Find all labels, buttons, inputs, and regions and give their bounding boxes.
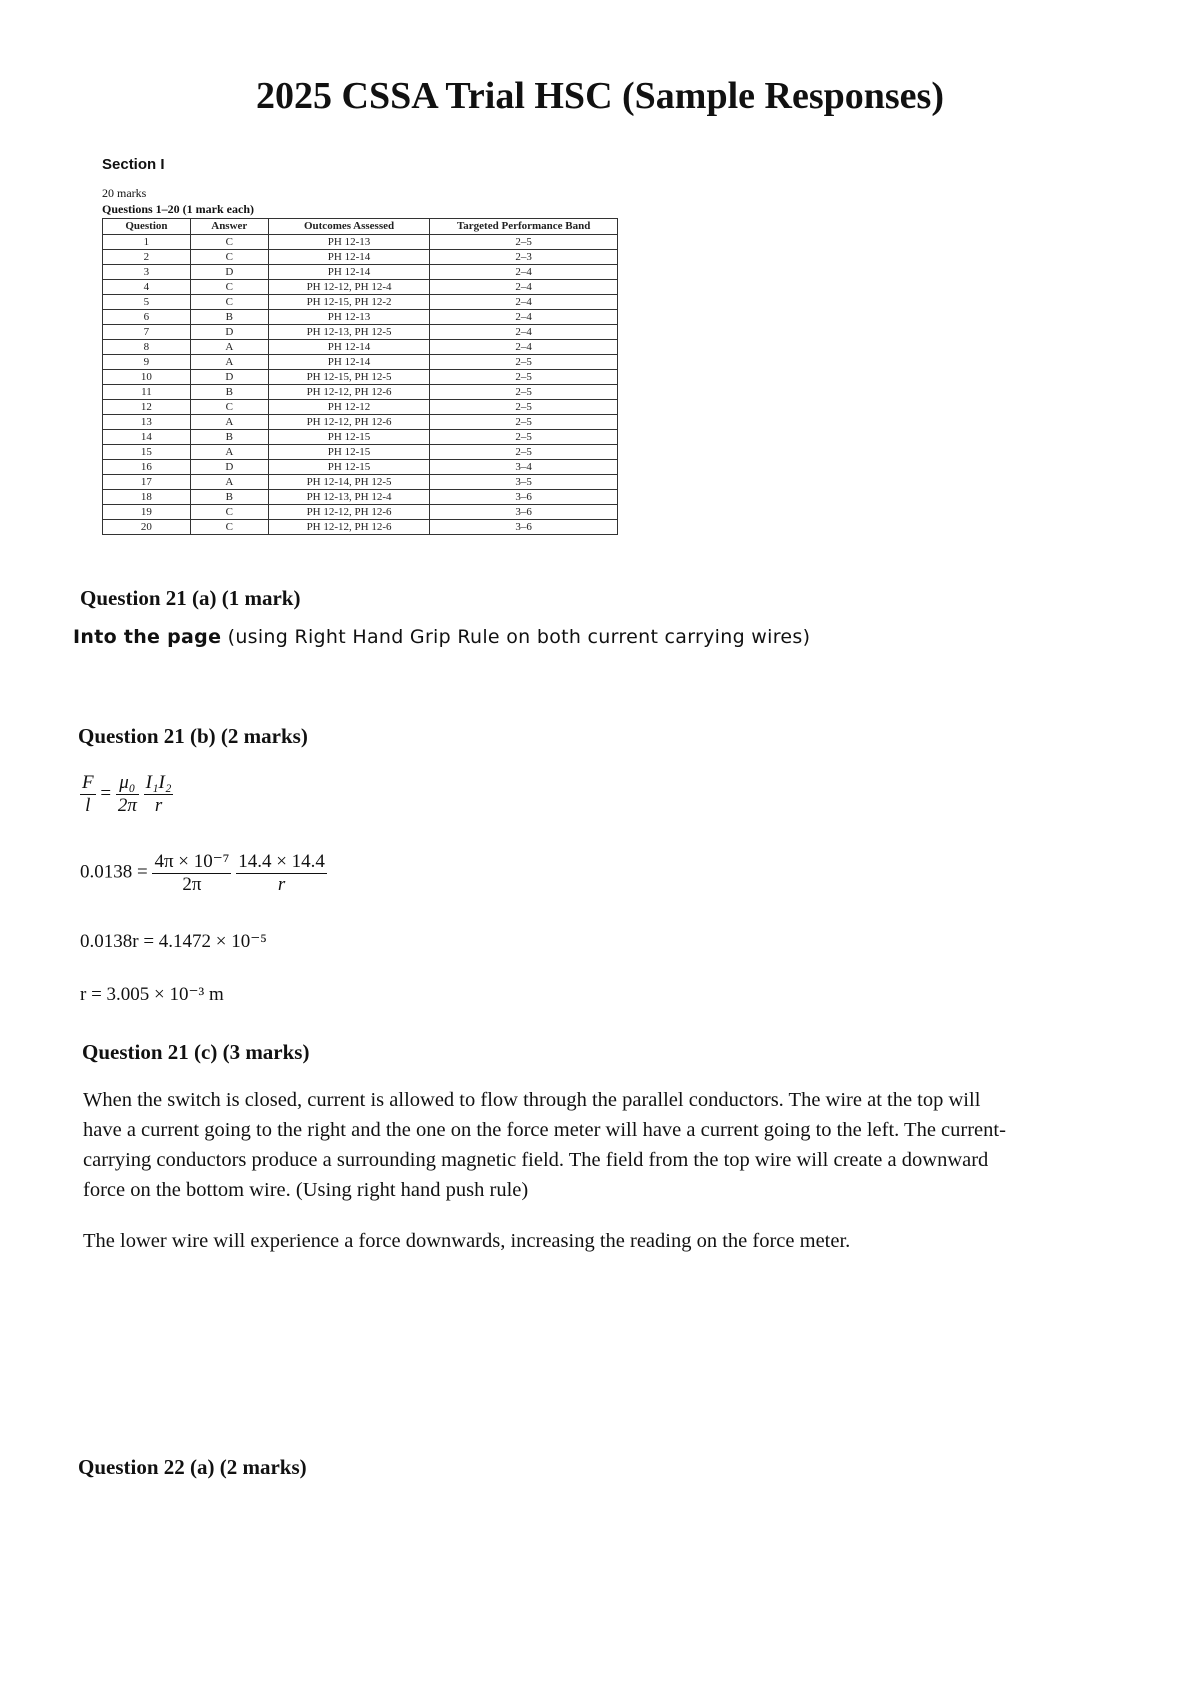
table-cell: 2–4 bbox=[430, 295, 618, 310]
table-cell: D bbox=[190, 265, 268, 280]
table-cell: C bbox=[190, 505, 268, 520]
table-cell: D bbox=[190, 325, 268, 340]
table-cell: 2–3 bbox=[430, 250, 618, 265]
table-row bbox=[103, 385, 618, 400]
table-row bbox=[103, 355, 618, 370]
table-cell: 2–5 bbox=[430, 370, 618, 385]
eq2-den1: 2π bbox=[182, 874, 202, 895]
table-cell: 2–5 bbox=[430, 400, 618, 415]
table-cell: 19 bbox=[103, 505, 191, 520]
table-row bbox=[103, 445, 618, 460]
table-row bbox=[103, 265, 618, 280]
table-cell: PH 12-12, PH 12-6 bbox=[268, 415, 430, 430]
table-cell: B bbox=[190, 310, 268, 325]
table-cell: 3–4 bbox=[430, 460, 618, 475]
equation-substitution bbox=[80, 850, 327, 896]
table-cell: 9 bbox=[103, 355, 191, 370]
table-cell: 18 bbox=[103, 490, 191, 505]
table-row bbox=[103, 295, 618, 310]
table-cell: PH 12-14 bbox=[268, 355, 430, 370]
table-cell: PH 12-13, PH 12-4 bbox=[268, 490, 430, 505]
table-cell: 2–4 bbox=[430, 310, 618, 325]
table-cell: 2 bbox=[103, 250, 191, 265]
table-cell: PH 12-13 bbox=[268, 235, 430, 250]
table-cell: PH 12-12, PH 12-6 bbox=[268, 520, 430, 535]
table-cell: PH 12-15, PH 12-2 bbox=[268, 295, 430, 310]
table-cell: 8 bbox=[103, 340, 191, 355]
table-row bbox=[103, 280, 618, 295]
answer-keyword: Into the page bbox=[73, 626, 222, 648]
equation-result: r = 3.005 × 10⁻³ m bbox=[80, 984, 224, 1005]
eq2-num1: 4π × 10⁻⁷ bbox=[154, 851, 230, 872]
table-cell: 6 bbox=[103, 310, 191, 325]
eq2-den2: r bbox=[277, 873, 286, 895]
table-cell: C bbox=[190, 400, 268, 415]
table-cell: 2–4 bbox=[430, 280, 618, 295]
table-row bbox=[103, 250, 618, 265]
table-cell: 3–5 bbox=[430, 475, 618, 490]
table-row bbox=[103, 325, 618, 340]
table-cell: 2–5 bbox=[430, 415, 618, 430]
table-cell: D bbox=[190, 460, 268, 475]
table-cell: 5 bbox=[103, 295, 191, 310]
table-cell: B bbox=[190, 385, 268, 400]
table-row bbox=[103, 235, 618, 250]
table-cell: PH 12-12 bbox=[268, 400, 430, 415]
table-cell: C bbox=[190, 295, 268, 310]
table-cell: PH 12-15 bbox=[268, 460, 430, 475]
question-21c-paragraph-2: The lower wire will experience a force downwards, increasing the reading on the force meter. bbox=[83, 1230, 851, 1252]
eq2-num2: 14.4 × 14.4 bbox=[238, 850, 325, 872]
table-row bbox=[103, 415, 618, 430]
table-cell: 20 bbox=[103, 520, 191, 535]
table-cell: PH 12-14, PH 12-5 bbox=[268, 475, 430, 490]
table-cell: A bbox=[190, 475, 268, 490]
table-row bbox=[103, 310, 618, 325]
page-title: 2025 CSSA Trial HSC (Sample Responses) bbox=[256, 75, 944, 117]
table-row bbox=[103, 370, 618, 385]
table-cell: 14 bbox=[103, 430, 191, 445]
table-cell: PH 12-15 bbox=[268, 445, 430, 460]
column-header: Answer bbox=[190, 219, 268, 235]
table-cell: PH 12-14 bbox=[268, 340, 430, 355]
eq1-rhs-num: I₁I₂ bbox=[145, 772, 172, 793]
table-cell: C bbox=[190, 280, 268, 295]
table-cell: 2–4 bbox=[430, 325, 618, 340]
table-cell: D bbox=[190, 370, 268, 385]
question-21c-paragraph-1: When the switch is closed, current is allowed to flow through the parallel conductors. The wire at the top will have a current going to the right and the one on the force meter will have a current going to the left. The current-carrying conductors produce a surrounding magnetic field. The field from the top wire will create a downward force on the bottom wire. (Using right hand push rule) bbox=[83, 1089, 1006, 1201]
table-cell: 7 bbox=[103, 325, 191, 340]
table-cell: 3–6 bbox=[430, 520, 618, 535]
table-cell: C bbox=[190, 250, 268, 265]
eq1-lhs-den: l bbox=[85, 795, 91, 816]
table-cell: A bbox=[190, 340, 268, 355]
table-cell: 3 bbox=[103, 265, 191, 280]
section-marks: 20 marks bbox=[102, 186, 147, 200]
table-header-row bbox=[103, 219, 618, 235]
section-questions: Questions 1–20 (1 mark each) bbox=[102, 202, 254, 216]
eq1-rhs-den: r bbox=[154, 795, 163, 816]
table-row bbox=[103, 430, 618, 445]
table-cell: 11 bbox=[103, 385, 191, 400]
eq1-mid-num: μ₀ bbox=[116, 772, 139, 795]
table-cell: 2–4 bbox=[430, 340, 618, 355]
table-cell: 2–5 bbox=[430, 445, 618, 460]
question-21a-answer bbox=[73, 626, 810, 648]
table-cell: A bbox=[190, 445, 268, 460]
table-cell: PH 12-15, PH 12-5 bbox=[268, 370, 430, 385]
table-cell: C bbox=[190, 520, 268, 535]
table-cell: PH 12-13, PH 12-5 bbox=[268, 325, 430, 340]
table-cell: 4 bbox=[103, 280, 191, 295]
table-row bbox=[103, 460, 618, 475]
eq1-lhs-num: F bbox=[82, 772, 94, 793]
table-cell: 2–5 bbox=[430, 385, 618, 400]
column-header: Outcomes Assessed bbox=[268, 219, 430, 235]
table-cell: PH 12-12, PH 12-6 bbox=[268, 505, 430, 520]
section-heading: Section I bbox=[102, 156, 165, 173]
column-header: Targeted Performance Band bbox=[430, 219, 618, 235]
table-cell: 1 bbox=[103, 235, 191, 250]
question-21b-heading: Question 21 (b) (2 marks) bbox=[78, 724, 308, 748]
table-row bbox=[103, 340, 618, 355]
table-cell: 13 bbox=[103, 415, 191, 430]
table-cell: 2–5 bbox=[430, 430, 618, 445]
equation-rearranged: 0.0138r = 4.1472 × 10⁻⁵ bbox=[80, 931, 267, 952]
table-cell: 12 bbox=[103, 400, 191, 415]
table-cell: 2–5 bbox=[430, 355, 618, 370]
answer-explanation: (using Right Hand Grip Rule on both current carrying wires) bbox=[221, 626, 811, 648]
table-cell: 17 bbox=[103, 475, 191, 490]
eq1-mid-den: 2π bbox=[117, 795, 137, 816]
table-cell: PH 12-14 bbox=[268, 250, 430, 265]
answer-table-body bbox=[103, 235, 618, 535]
table-cell: A bbox=[190, 355, 268, 370]
table-cell: PH 12-14 bbox=[268, 265, 430, 280]
table-row bbox=[103, 475, 618, 490]
table-cell: PH 12-13 bbox=[268, 310, 430, 325]
table-cell: 3–6 bbox=[430, 490, 618, 505]
equation-force-per-length: $\frac{F}{l}$ = $\frac{\text{μ₀}}{2\pi}$ $\frac{\text{I₁I₂}}{r}$ bbox=[82, 772, 172, 816]
table-row bbox=[103, 400, 618, 415]
table-cell: 16 bbox=[103, 460, 191, 475]
table-cell: 2–5 bbox=[430, 235, 618, 250]
table-cell: PH 12-15 bbox=[268, 430, 430, 445]
table-cell: 3–6 bbox=[430, 505, 618, 520]
table-cell: 10 bbox=[103, 370, 191, 385]
table-cell: 15 bbox=[103, 445, 191, 460]
table-cell: PH 12-12, PH 12-4 bbox=[268, 280, 430, 295]
eq2-lhs: 0.0138 = bbox=[80, 861, 148, 883]
table-cell: C bbox=[190, 235, 268, 250]
question-22a-heading: Question 22 (a) (2 marks) bbox=[78, 1455, 307, 1479]
question-21c-heading: Question 21 (c) (3 marks) bbox=[82, 1040, 310, 1064]
table-cell: A bbox=[190, 415, 268, 430]
table-row bbox=[103, 505, 618, 520]
table-cell: PH 12-12, PH 12-6 bbox=[268, 385, 430, 400]
table-row bbox=[103, 520, 618, 535]
table-cell: B bbox=[190, 430, 268, 445]
question-21a-heading: Question 21 (a) (1 mark) bbox=[80, 586, 301, 610]
answer-table bbox=[102, 218, 618, 535]
table-cell: B bbox=[190, 490, 268, 505]
table-cell: 2–4 bbox=[430, 265, 618, 280]
table-row bbox=[103, 490, 618, 505]
column-header: Question bbox=[103, 219, 191, 235]
